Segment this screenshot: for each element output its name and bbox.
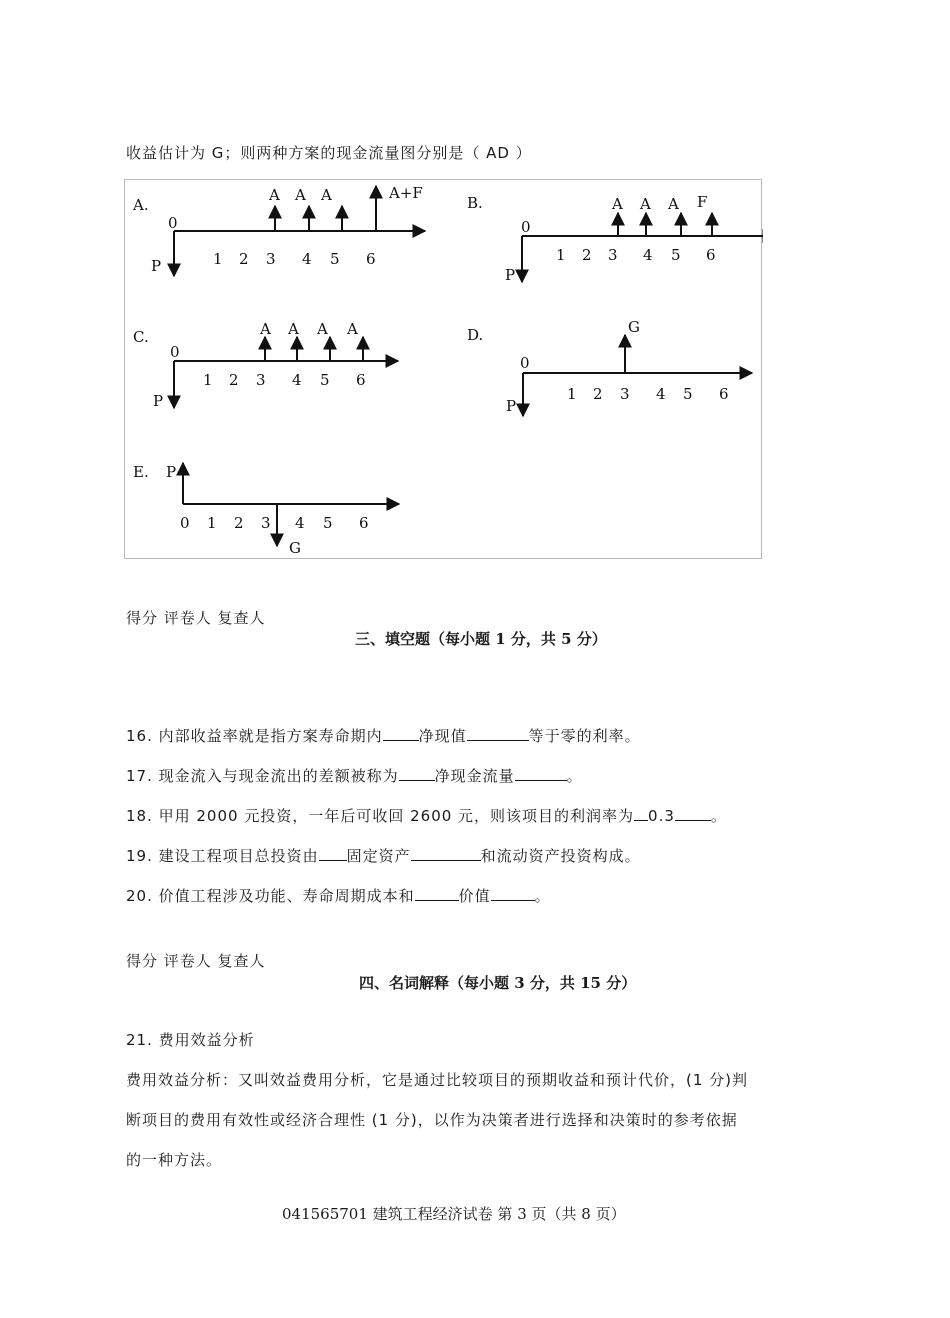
- fill-blank-20: [126, 885, 551, 906]
- diagram-c-arrow-label: A: [288, 320, 299, 338]
- score-row: 得分 评卷人 复查人: [126, 609, 266, 627]
- diagram-a: [132, 184, 425, 276]
- diagram-d-origin: 0: [520, 354, 530, 372]
- fill-blank-17: [126, 765, 583, 786]
- blank-line: [399, 780, 435, 781]
- diagram-d-period: 3: [620, 385, 630, 403]
- blank-line: [415, 900, 459, 901]
- diagram-b-period: 3: [608, 246, 618, 264]
- diagram-b-period: 6: [706, 246, 716, 264]
- question-21-answer-line: 断项目的费用有效性或经济合理性 (1 分)，以作为决策者进行选择和决策时的参考依据: [126, 1111, 738, 1129]
- diagram-e-period: 5: [323, 514, 333, 532]
- diagram-a-period: 4: [302, 250, 312, 268]
- fill-blank-suffix: 。: [710, 807, 727, 825]
- diagram-b: [467, 193, 763, 284]
- blank-line: [319, 860, 347, 861]
- diagram-e-period: 4: [295, 514, 305, 532]
- diagram-d-option: D.: [467, 326, 484, 344]
- diagram-d-period: 5: [683, 385, 693, 403]
- question-21-title: 21. 费用效益分析: [126, 1031, 255, 1049]
- diagram-b-arrow-label: F: [697, 193, 708, 211]
- diagram-a-option: A.: [133, 196, 149, 214]
- cash-flow-diagrams: [125, 180, 763, 560]
- score-row: 得分 评卷人 复查人: [126, 952, 266, 970]
- diagram-e-origin: 0: [180, 514, 190, 532]
- diagram-c-period: 1: [203, 371, 213, 389]
- diagram-b-period: 2: [582, 246, 592, 264]
- fill-blank-suffix: 。: [566, 767, 583, 785]
- diagram-b-period: 4: [643, 246, 653, 264]
- fill-blank-prefix: 17. 现金流入与现金流出的差额被称为: [126, 767, 399, 785]
- fill-blank-answer: 净现金流量: [434, 767, 515, 785]
- diagram-a-arrow-label: A: [321, 186, 332, 204]
- diagram-a-period: 5: [330, 250, 340, 268]
- diagram-e-period: 1: [207, 514, 217, 532]
- blank-line: [515, 780, 567, 781]
- diagram-a-origin: 0: [168, 214, 178, 232]
- question-21-answer-line: 的一种方法。: [126, 1151, 223, 1169]
- diagram-c: [133, 320, 398, 410]
- diagram-c-period: 5: [320, 371, 330, 389]
- question-intro: 收益估计为 G；则两种方案的现金流量图分别是（ AD ）: [126, 144, 532, 162]
- diagram-e-period: 2: [234, 514, 244, 532]
- blank-line: [675, 820, 711, 821]
- diagram-d-p-label: P: [506, 397, 517, 415]
- diagram-c-option: C.: [133, 328, 149, 346]
- diagram-b-period: 1: [556, 246, 566, 264]
- diagram-e: [133, 463, 399, 557]
- cash-flow-diagrams-figure: [124, 179, 762, 559]
- blank-line: [634, 820, 648, 821]
- diagram-a-arrow-label: A: [269, 186, 280, 204]
- diagram-a-arrow-label: A+F: [389, 184, 423, 202]
- fill-blank-prefix: 20. 价值工程涉及功能、寿命周期成本和: [126, 887, 415, 905]
- section-4-title: 四、名词解释（每小题 3 分，共 15 分）: [359, 974, 637, 992]
- fill-blank-answer: 0.3: [648, 807, 675, 825]
- diagram-b-arrow-label: A: [612, 195, 623, 213]
- fill-blank-16: [126, 725, 641, 746]
- diagram-c-arrow-label: A: [347, 320, 358, 338]
- diagram-b-option: B.: [467, 194, 483, 212]
- diagram-b-p-label: P: [505, 266, 516, 284]
- fill-blank-prefix: 18. 甲用 2000 元投资，一年后可收回 2600 元，则该项目的利润率为: [126, 807, 635, 825]
- diagram-e-period: 6: [359, 514, 369, 532]
- diagram-a-period: 2: [239, 250, 249, 268]
- diagram-d-period: 6: [719, 385, 729, 403]
- section-3-title: 三、填空题（每小题 1 分，共 5 分）: [355, 630, 607, 648]
- diagram-e-option: E.: [133, 463, 149, 481]
- diagram-b-arrow-label: A: [640, 195, 651, 213]
- diagram-a-arrow-label: A: [295, 186, 306, 204]
- fill-blank-answer: 价值: [458, 887, 491, 905]
- diagram-a-p-label: P: [151, 257, 162, 275]
- fill-blank-suffix: 。: [534, 887, 551, 905]
- fill-blank-answer: 固定资产: [346, 847, 411, 865]
- diagram-b-origin: 0: [521, 218, 531, 236]
- diagram-e-p-label: P: [166, 463, 177, 481]
- fill-blank-answer: 净现值: [418, 727, 467, 745]
- question-21-answer-line: 费用效益分析：又叫效益费用分析，它是通过比较项目的预期收益和预计代价，(1 分)判: [126, 1071, 749, 1089]
- diagram-a-period: 3: [266, 250, 276, 268]
- diagram-c-p-label: P: [153, 392, 164, 410]
- diagram-d-period: 1: [567, 385, 577, 403]
- diagram-c-period: 3: [256, 371, 266, 389]
- diagram-c-period: 2: [229, 371, 239, 389]
- diagram-c-period: 4: [292, 371, 302, 389]
- blank-line: [411, 860, 481, 861]
- diagram-c-origin: 0: [170, 343, 180, 361]
- diagram-c-period: 6: [356, 371, 366, 389]
- diagram-d: [467, 318, 752, 416]
- fill-blank-prefix: 19. 建设工程项目总投资由: [126, 847, 319, 865]
- diagram-e-period: 3: [261, 514, 271, 532]
- fill-blank-18: [126, 805, 727, 826]
- fill-blank-prefix: 16. 内部收益率就是指方案寿命期内: [126, 727, 383, 745]
- diagram-c-arrow-label: A: [317, 320, 328, 338]
- fill-blank-suffix: 等于零的利率。: [528, 727, 641, 745]
- diagram-d-period: 4: [656, 385, 666, 403]
- blank-line: [383, 740, 419, 741]
- page-footer: 041565701 建筑工程经济试卷 第 3 页（共 8 页）: [282, 1205, 626, 1223]
- blank-line: [491, 900, 535, 901]
- diagram-c-arrow-label: A: [260, 320, 271, 338]
- fill-blank-19: [126, 845, 641, 866]
- diagram-a-period: 1: [213, 250, 223, 268]
- diagram-d-arrow-label: G: [628, 318, 640, 336]
- diagram-e-arrow-label: G: [289, 539, 301, 557]
- diagram-a-period: 6: [366, 250, 376, 268]
- diagram-b-arrow-label: A: [668, 195, 679, 213]
- diagram-d-period: 2: [593, 385, 603, 403]
- blank-line: [467, 740, 529, 741]
- fill-blank-suffix: 和流动资产投资构成。: [480, 847, 641, 865]
- diagram-b-period: 5: [671, 246, 681, 264]
